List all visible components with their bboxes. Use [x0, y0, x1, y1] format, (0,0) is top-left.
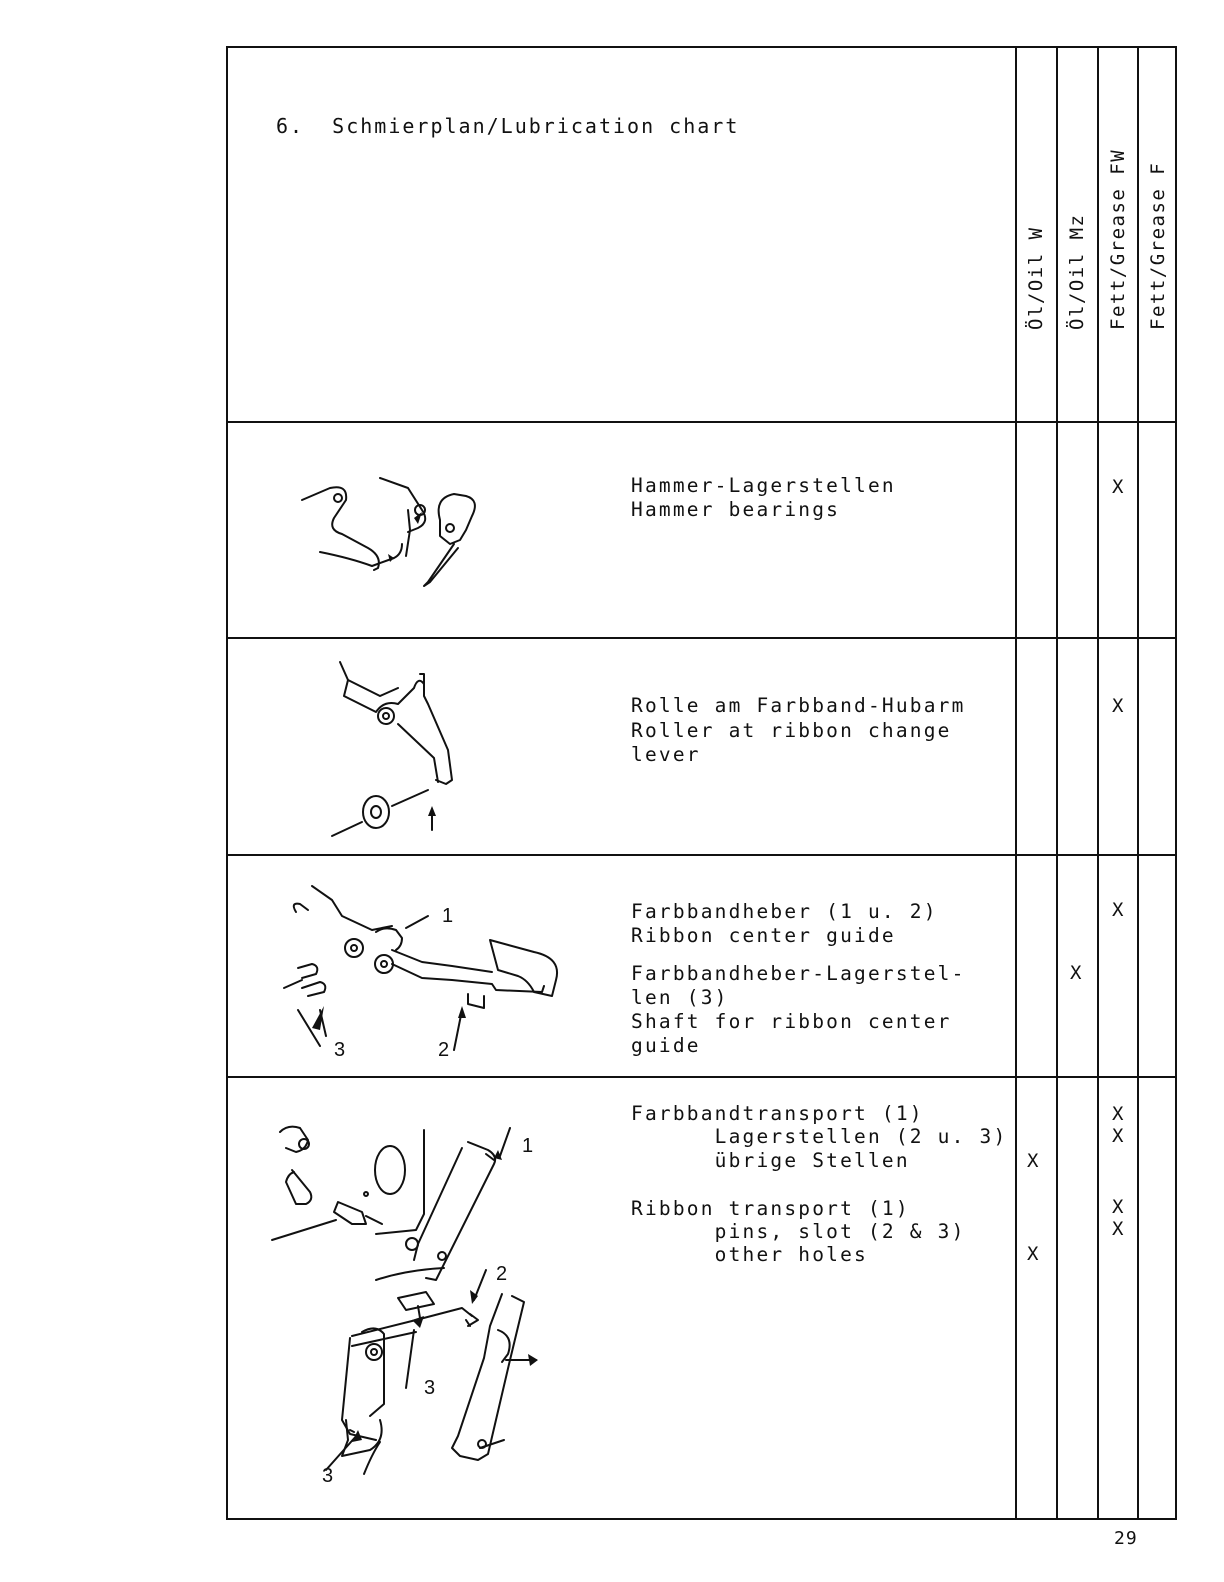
row-4-oil-w-mark: X	[1027, 1150, 1039, 1172]
row-2-grease-fw-mark: X	[1112, 695, 1124, 717]
column-header-oil-w: Öl/Oil W	[1025, 226, 1047, 330]
column-header-grease-fw: Fett/Grease FW	[1107, 148, 1129, 330]
row-divider	[226, 1076, 1177, 1078]
column-header-grease-f: Fett/Grease F	[1147, 161, 1169, 330]
callout-1: 1	[522, 1135, 534, 1157]
row-3-block-2-line-4: guide	[631, 1034, 701, 1057]
row-4-grease-fw-mark: X	[1112, 1103, 1124, 1125]
row-1-line-1: Hammer-Lagerstellen	[631, 474, 896, 497]
row-3-block-1-line-2: Ribbon center guide	[631, 924, 896, 947]
row-4-block-2-line-1: Ribbon transport (1)	[631, 1197, 910, 1220]
row-4-block-2-line-2: pins, slot (2 & 3)	[631, 1220, 966, 1243]
page-title: 6. Schmierplan/Lubrication chart	[276, 114, 740, 138]
row-2-line-3: lever	[631, 743, 701, 766]
row-4-grease-fw-mark: X	[1112, 1218, 1124, 1240]
row-4-block-1-line-2: Lagerstellen (2 u. 3)	[631, 1125, 1008, 1148]
row-4-block-1-line-1: Farbbandtransport (1)	[631, 1102, 924, 1125]
callout-2: 2	[496, 1263, 508, 1285]
row-divider	[226, 854, 1177, 856]
callout-3: 3	[334, 1039, 346, 1061]
ribbon-change-lever-illustration	[328, 660, 488, 840]
row-divider	[226, 637, 1177, 639]
row-3-block-2-line-1: Farbbandheber-Lagerstel-	[631, 962, 966, 985]
row-2-line-2: Roller at ribbon change	[631, 719, 952, 742]
page-number: 29	[1114, 1528, 1138, 1549]
column-header-oil-mz: Öl/Oil Mz	[1066, 213, 1088, 330]
row-4-oil-w-mark: X	[1027, 1243, 1039, 1265]
ribbon-center-guide-illustration	[272, 880, 572, 1060]
row-2-line-1: Rolle am Farbband-Hubarm	[631, 694, 966, 717]
row-divider	[226, 421, 1177, 423]
callout-3b: 3	[322, 1465, 334, 1487]
row-3-block-2-line-3: Shaft for ribbon center	[631, 1010, 952, 1033]
row-4-block-1-line-3: übrige Stellen	[631, 1149, 910, 1172]
ribbon-transport-illustration	[266, 1120, 556, 1500]
row-4-grease-fw-mark: X	[1112, 1196, 1124, 1218]
row-4-grease-fw-mark: X	[1112, 1125, 1124, 1147]
callout-2: 2	[438, 1039, 450, 1061]
row-3-oil-mz-mark: X	[1070, 962, 1082, 984]
row-3-block-1-line-1: Farbbandheber (1 u. 2)	[631, 900, 938, 923]
row-3-grease-fw-mark: X	[1112, 899, 1124, 921]
row-1-grease-fw-mark: X	[1112, 476, 1124, 498]
callout-3: 3	[424, 1377, 436, 1399]
row-3-block-2-line-2: len (3)	[631, 986, 729, 1009]
row-1-line-2: Hammer bearings	[631, 498, 841, 521]
row-4-block-2-line-3: other holes	[631, 1243, 868, 1266]
callout-1: 1	[442, 905, 454, 927]
hammer-bearings-illustration	[290, 470, 490, 600]
